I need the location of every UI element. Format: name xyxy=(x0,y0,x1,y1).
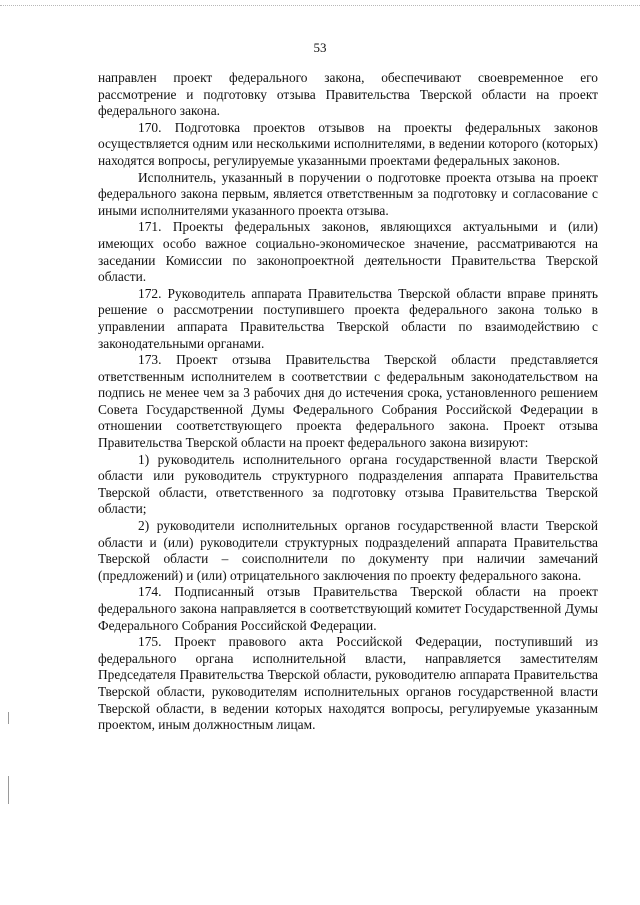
paragraph-171: 171. Проекты федеральных законов, являющихся актуальными и (или) имеющих особо важное социально-экономическое значение, рассматриваются на заседании Комиссии по законопроектной деятельности Правительства Тверской области. xyxy=(98,219,598,285)
paragraph-173-item-1: 1) руководитель исполнительного органа государственной власти Тверской области или руководитель структурного подразделения аппарата Правительства Тверской области, ответственного за подготовку отзыва Правительства Тверской области; xyxy=(98,451,598,517)
paragraph-continuation: направлен проект федерального закона, обеспечивают своевременное его рассмотрение и подготовку отзыва Правительства Тверской области на проект федерального закона. xyxy=(98,70,598,119)
paragraph-173: 173. Проект отзыва Правительства Тверской области представляется ответственным исполнителем в соответствии с федеральным законодательством на подпись не менее чем за 3 рабочих дня до истечения срока, установленного решением Совета Государственной Думы Федерального Собрания Российской Федерации в отношении соответствующего проекта федерального закона. Проект отзыва Правительства Тверской области на проект федерального закона визируют: xyxy=(98,352,598,451)
scan-margin-mark xyxy=(8,776,9,804)
paragraph-174: 174. Подписанный отзыв Правительства Тверской области на проект федерального закона направляется в соответствующий комитет Государственной Думы Федерального Собрания Российской Федерации. xyxy=(98,584,598,633)
page-number: 53 xyxy=(313,40,327,55)
scan-margin-mark xyxy=(8,712,9,724)
paragraph-170-executor: Исполнитель, указанный в поручении о подготовке проекта отзыва на проект федерального закона первым, является ответственным за подготовку и согласование с иными исполнителями указанного проекта отзыва. xyxy=(98,169,598,218)
scan-top-edge xyxy=(0,5,640,6)
paragraph-172: 172. Руководитель аппарата Правительства Тверской области вправе принять решение о рассмотрении поступившего проекта федерального закона только в управлении аппарата Правительства Тверской области по взаимодействию с законодательными органами. xyxy=(98,285,598,351)
paragraph-173-item-2: 2) руководители исполнительных органов государственной власти Тверской области и (или) руководители структурных подразделений аппарата Правительства Тверской области – соисполнители по документу при наличии замечаний (предложений) и (или) отрицательного заключения по проекту федерального закона. xyxy=(98,518,598,583)
document-body xyxy=(98,70,598,734)
paragraph-170: 170. Подготовка проектов отзывов на проекты федеральных законов осуществляется одним или несколькими исполнителями, в ведении которого (которых) находятся вопросы, регулируемые указанными проектами федеральных законов. xyxy=(98,119,598,168)
paragraph-175: 175. Проект правового акта Российской Федерации, поступивший из федерального органа исполнительной власти, направляется заместителям Председателя Правительства Тверской области, руководителю аппарата Правительства Тверской области, руководителям исполнительных органов государственной власти Тверской области, в ведении которых находятся вопросы, регулируемые указанным проектом, иным должностным лицам. xyxy=(98,634,598,733)
